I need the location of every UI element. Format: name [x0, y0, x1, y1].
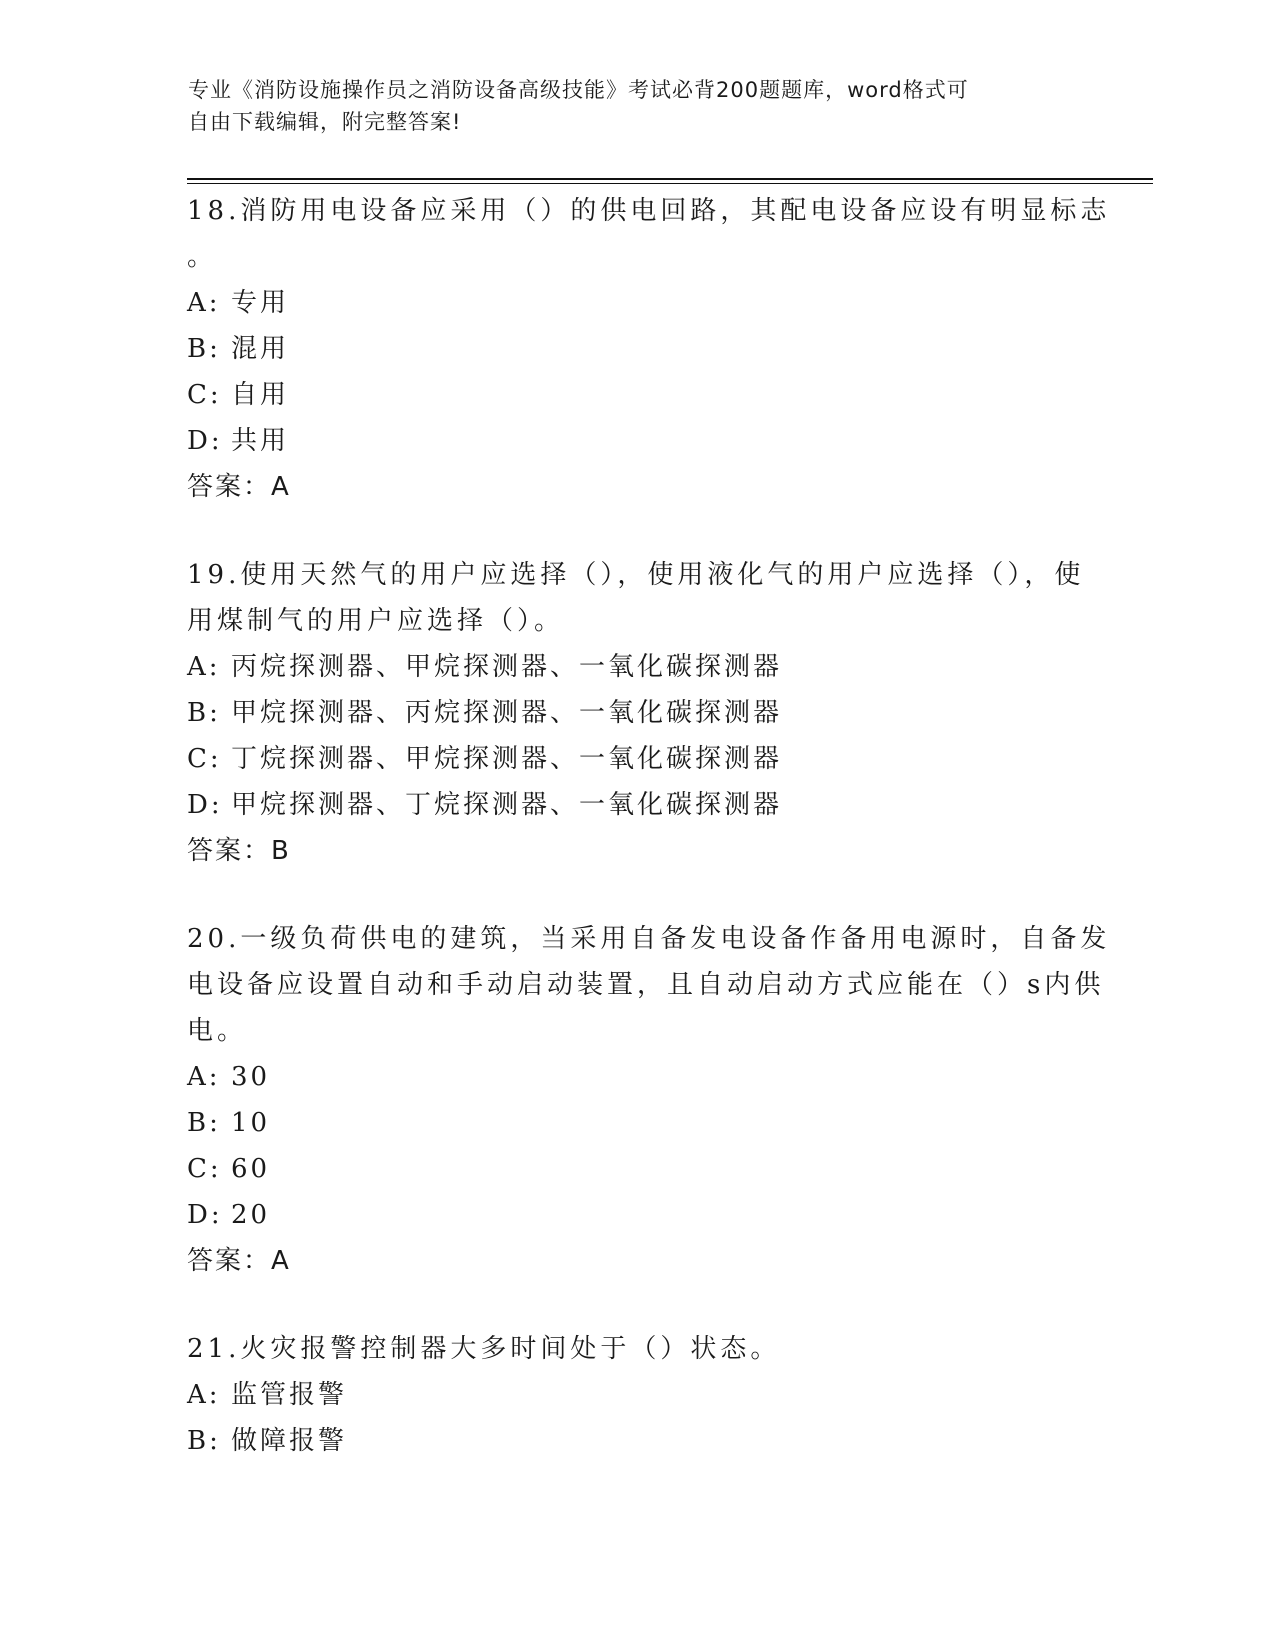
option-text: 混用: [231, 334, 290, 364]
header-divider-thick: [187, 178, 1153, 180]
option-c: [187, 736, 1087, 782]
option-c: [187, 1146, 1087, 1192]
option-letter: D:: [187, 426, 223, 456]
option-text: 30: [231, 1062, 271, 1092]
option-text: 监管报警: [231, 1380, 348, 1410]
header-divider-thin: [187, 183, 1153, 184]
question-18: [187, 188, 1111, 510]
option-letter: B:: [187, 698, 221, 728]
question-stem-line: 。: [187, 242, 218, 272]
option-text: 丁烷探测器、甲烷探测器、一氧化碳探测器: [231, 744, 783, 774]
option-b: [187, 326, 1087, 372]
option-text: 60: [231, 1154, 271, 1184]
option-d: [187, 418, 1087, 464]
option-letter: C:: [187, 744, 222, 774]
question-stem-line: 电。: [187, 1016, 248, 1046]
question-stem-line: 电设备应设置自动和手动启动装置，且自动启动方式应能在（）s内供: [187, 970, 1105, 1000]
option-a: [187, 1054, 1087, 1100]
option-letter: B:: [187, 334, 221, 364]
option-a: [187, 280, 1087, 326]
question-21: [187, 1326, 1087, 1464]
option-text: 20: [231, 1200, 271, 1230]
option-a: [187, 1372, 1087, 1418]
option-text: 丙烷探测器、甲烷探测器、一氧化碳探测器: [231, 652, 783, 682]
option-letter: A:: [187, 1062, 221, 1092]
option-letter: A:: [187, 288, 221, 318]
option-b: [187, 1100, 1087, 1146]
option-text: 专用: [231, 288, 290, 318]
header-line-1: 专业《消防设施操作员之消防设备高级技能》考试必背200题题库，word格式可: [188, 78, 969, 102]
question-list: [187, 188, 1111, 1506]
option-text: 甲烷探测器、丁烷探测器、一氧化碳探测器: [231, 790, 783, 820]
option-letter: A:: [187, 652, 221, 682]
option-c: [187, 372, 1087, 418]
document-header: [188, 74, 1058, 138]
option-letter: B:: [187, 1426, 221, 1456]
question-19: [187, 552, 1087, 874]
option-text: 做障报警: [231, 1426, 348, 1456]
header-line-2: 自由下载编辑，附完整答案!: [188, 110, 462, 134]
answer-line: 答案：A: [187, 1246, 291, 1276]
question-stem-line: 18.消防用电设备应采用（）的供电回路，其配电设备应设有明显标志: [187, 196, 1111, 226]
option-letter: D:: [187, 1200, 223, 1230]
option-text: 10: [231, 1108, 271, 1138]
answer-line: 答案：A: [187, 472, 291, 502]
option-a: [187, 644, 1087, 690]
option-letter: C:: [187, 1154, 222, 1184]
question-stem-line: 用煤制气的用户应选择（）。: [187, 606, 565, 636]
option-b: [187, 1418, 1087, 1464]
option-letter: B:: [187, 1108, 221, 1138]
option-letter: A:: [187, 1380, 221, 1410]
question-stem-line: 21.火灾报警控制器大多时间处于（）状态。: [187, 1334, 781, 1364]
option-letter: C:: [187, 380, 222, 410]
answer-line: 答案：B: [187, 836, 291, 866]
option-text: 自用: [231, 380, 290, 410]
option-text: 甲烷探测器、丙烷探测器、一氧化碳探测器: [231, 698, 783, 728]
question-stem-line: 19.使用天然气的用户应选择（），使用液化气的用户应选择（），使: [187, 560, 1085, 590]
option-d: [187, 782, 1087, 828]
option-d: [187, 1192, 1087, 1238]
option-text: 共用: [231, 426, 290, 456]
option-b: [187, 690, 1087, 736]
option-letter: D:: [187, 790, 223, 820]
question-20: [187, 916, 1111, 1284]
question-stem-line: 20.一级负荷供电的建筑，当采用自备发电设备作备用电源时，自备发: [187, 924, 1111, 954]
